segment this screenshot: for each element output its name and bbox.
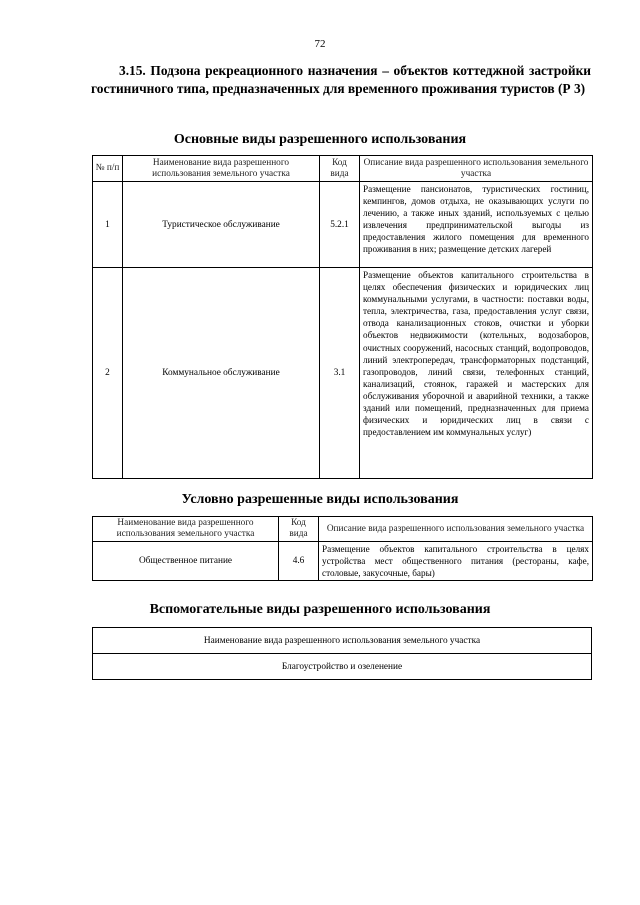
header-name: Наименование вида разрешенного использования земельного участка	[123, 156, 320, 182]
row-name: Туристическое обслуживание	[123, 182, 320, 268]
header-name: Наименование вида разрешенного использования земельного участка	[93, 517, 279, 542]
conditional-uses-title: Условно разрешенные виды использования	[181, 492, 459, 507]
row-num: 1	[93, 182, 123, 268]
row-desc: Размещение объектов капитального строительства в целях обеспечения физических и юридических лиц коммунальными услугами, в частности: поставки воды, тепла, электричества, газа, предоставления услуг связи, отвода канализационных стоков, очистки и уборки объектов недвижимости (котельных, водозаборов, очистных сооружений, насосных станций, водопроводов, линий электропередач, трансформаторных подстанций, газопроводов, линий связи, телефонных станций, канализаций, стоянок, гаражей и мастерских для обслуживания уборочной и аварийной техники, а также зданий или помещений, предназначенных для приема физических и юридических лиц в связи с предоставлением им коммунальных услуг)	[360, 268, 593, 479]
header-desc: Описание вида разрешенного использования земельного участка	[319, 517, 593, 542]
table-row	[93, 542, 593, 581]
header-code: Код вида	[279, 517, 319, 542]
row-code: 4.6	[279, 542, 319, 581]
table-header-row	[93, 628, 592, 654]
table-header-row	[93, 517, 593, 542]
row-code: 5.2.1	[320, 182, 360, 268]
main-uses-table	[92, 155, 593, 479]
header-desc: Описание вида разрешенного использования земельного участка	[360, 156, 593, 182]
row-name: Общественное питание	[93, 542, 279, 581]
section-heading: 3.15. Подзона рекреационного назначения – объектов коттеджной застройки гостиничного типа, предназначенных для временного проживания туристов (Р 3)	[91, 63, 591, 96]
row-code: 3.1	[320, 268, 360, 479]
table-header-row	[93, 156, 593, 182]
row-desc: Размещение объектов капитального строительства в целях устройства мест общественного питания (рестораны, кафе, столовые, закусочные, бары)	[319, 542, 593, 581]
main-uses-title: Основные виды разрешенного использования	[173, 132, 467, 147]
page-number: 72	[314, 38, 326, 50]
auxiliary-uses-table	[92, 627, 592, 680]
header-code: Код вида	[320, 156, 360, 182]
table-row	[93, 654, 592, 680]
conditional-uses-table	[92, 516, 593, 581]
auxiliary-uses-title: Вспомогательные виды разрешенного использования	[149, 602, 491, 617]
row-name: Благоустройство и озеленение	[93, 654, 592, 680]
table-row	[93, 182, 593, 268]
table-row	[93, 268, 593, 479]
row-name: Коммунальное обслуживание	[123, 268, 320, 479]
header-name: Наименование вида разрешенного использования земельного участка	[93, 628, 592, 654]
row-num: 2	[93, 268, 123, 479]
row-desc: Размещение пансионатов, туристических гостиниц, кемпингов, домов отдыха, не оказывающих услуги по лечению, а также иных зданий, используемых с целью извлечения предпринимательской выгоды из предоставления жилого помещения для временного проживания в них; размещение детских лагерей	[360, 182, 593, 268]
header-num: № п/п	[93, 156, 123, 182]
